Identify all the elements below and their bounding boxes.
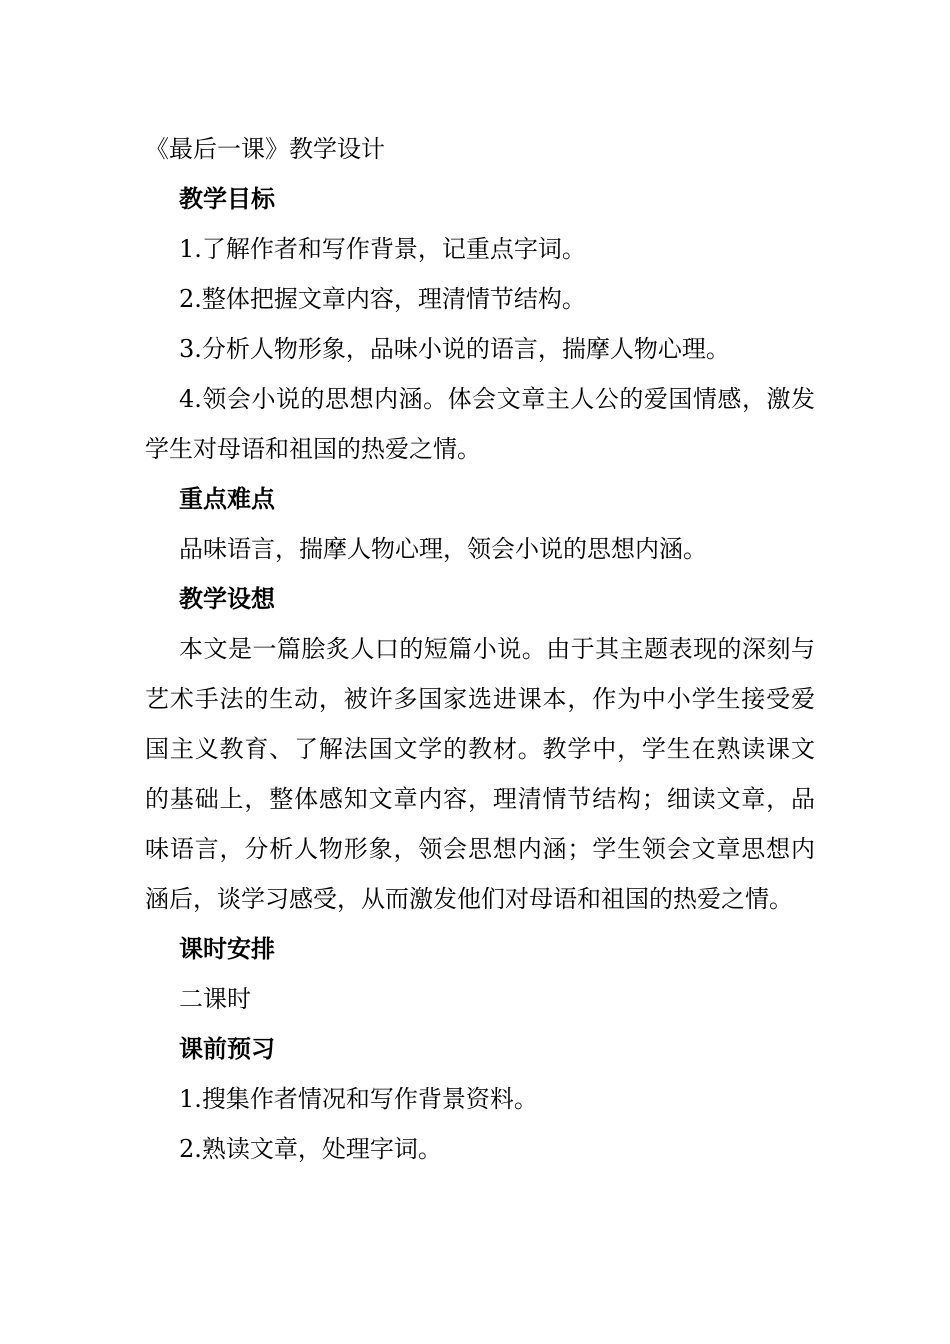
heading-key-points: 重点难点 <box>179 485 275 513</box>
heading-preview: 课前预习 <box>179 1035 275 1063</box>
goal-item-2: 2.整体把握文章内容，理清情节结构。 <box>179 285 586 313</box>
document-title: 《最后一课》教学设计 <box>145 135 385 163</box>
heading-schedule: 课时安排 <box>179 935 275 963</box>
goal-item-1: 1.了解作者和写作背景，记重点字词。 <box>179 235 586 263</box>
goal-item-4: 4.领会小说的思想内涵。体会文章主人公的爱国情感，激发学生对母语和祖国的热爱之情。 <box>145 385 815 463</box>
heading-design-idea: 教学设想 <box>179 585 275 613</box>
heading-teaching-goals: 教学目标 <box>179 185 275 213</box>
preview-item-1: 1.搜集作者情况和写作背景资料。 <box>179 1085 538 1113</box>
document-page <box>145 124 815 1174</box>
design-idea-text: 本文是一篇脍炙人口的短篇小说。由于其主题表现的深刻与艺术手法的生动，被许多国家选进课本，作为中小学生接受爱国主义教育、了解法国文学的教材。教学中，学生在熟读课文的基础上，整体感知文章内容，理清情节结构；细读文章，品味语言，分析人物形象，领会思想内涵；学生领会文章思想内涵后，谈学习感受，从而激发他们对母语和祖国的热爱之情。 <box>145 635 815 913</box>
schedule-text: 二课时 <box>179 985 251 1013</box>
goal-item-3: 3.分析人物形象，品味小说的语言，揣摩人物心理。 <box>179 335 730 363</box>
preview-item-2: 2.熟读文章，处理字词。 <box>179 1135 442 1163</box>
key-points-text: 品味语言，揣摩人物心理，领会小说的思想内涵。 <box>179 535 707 563</box>
